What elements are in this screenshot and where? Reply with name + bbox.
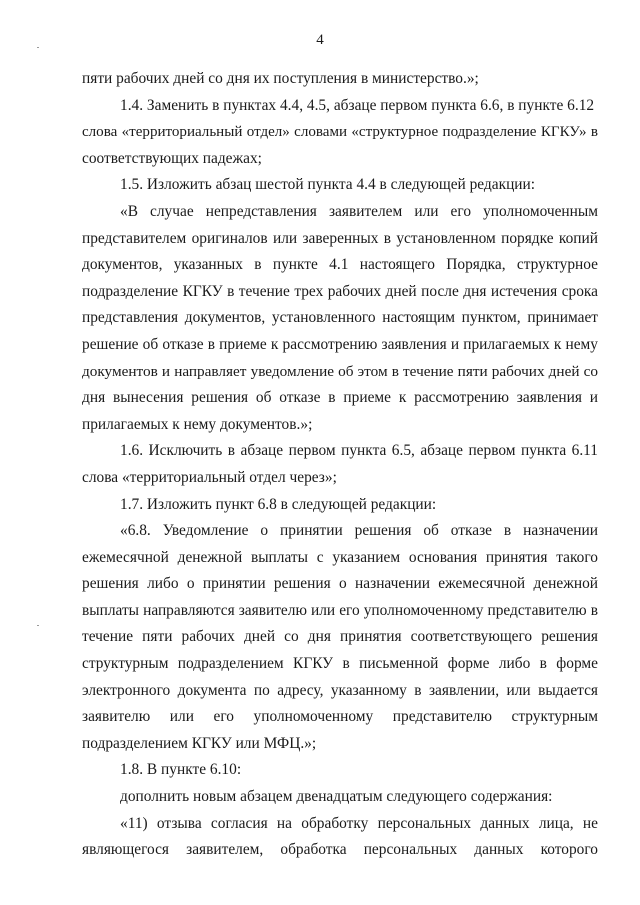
text-line: 1.6. Исключить в абзаце первом пункта 6.5, абзаце первом пункта 6.11 xyxy=(120,442,598,460)
text-line: представления документов, установленного настоящим пунктом, принимает xyxy=(82,309,598,327)
scan-speck xyxy=(37,625,39,626)
text-line: дня вынесения решения об отказе в приеме к рассмотрению заявления и xyxy=(82,389,598,407)
text-line: являющегося заявителем, обработка персональных данных которого xyxy=(82,841,598,859)
text-line: решение об отказе в приеме к рассмотрению заявления и прилагаемых к нему xyxy=(82,335,598,353)
text-line: подразделением КГКУ или МФЦ.»; xyxy=(82,734,317,752)
text-line: «11) отзыва согласия на обработку персональных данных лица, не xyxy=(120,814,598,832)
text-line: прилагаемых к нему документов.»; xyxy=(82,415,313,433)
text-line: электронного документа по адресу, указанному в заявлении, или выдается xyxy=(82,681,598,699)
document-body xyxy=(82,66,598,864)
text-line: «6.8. Уведомление о принятии решения об отказе в назначении xyxy=(120,522,598,540)
text-line: заявителю или его уполномоченному представителю структурным xyxy=(82,708,598,726)
text-line: ежемесячной денежной выплаты с указанием основания принятия такого xyxy=(82,548,598,566)
text-line: 1.7. Изложить пункт 6.8 в следующей редакции: xyxy=(120,495,437,513)
scan-speck xyxy=(37,47,39,48)
text-line: слова «территориальный отдел» словами «структурное подразделение КГКУ» в xyxy=(82,124,598,141)
text-line: соответствующих падежах; xyxy=(82,149,262,167)
text-line: дополнить новым абзацем двенадцатым следующего содержания: xyxy=(120,788,553,806)
text-line: 1.8. В пункте 6.10: xyxy=(120,761,242,779)
text-line: документов, указанных в пункте 4.1 настоящего Порядка, структурное xyxy=(82,256,598,274)
text-line: течение пяти рабочих дней со дня принятия соответствующего решения xyxy=(82,628,598,646)
text-line: структурным подразделением КГКУ в письменной форме либо в форме xyxy=(82,655,598,673)
page-number: 4 xyxy=(316,32,324,48)
text-line: документов и направляет уведомление об этом в течение пяти рабочих дней со xyxy=(82,362,598,380)
text-line: подразделение КГКУ в течение трех рабочих дней после дня истечения срока xyxy=(82,282,598,300)
text-line: представителем оригиналов или заверенных в установленном порядке копий xyxy=(82,229,598,247)
text-line: решения либо о принятии решения о назначении ежемесячной денежной xyxy=(82,575,598,593)
text-line: выплаты направляются заявителю или его уполномоченному представителю в xyxy=(82,601,598,619)
text-line: «В случае непредставления заявителем или его уполномоченным xyxy=(120,202,598,220)
text-line: 1.4. Заменить в пунктах 4.4, 4.5, абзаце первом пункта 6.6, в пункте 6.12 xyxy=(120,96,595,114)
text-line: пяти рабочих дней со дня их поступления в министерство.»; xyxy=(82,70,479,87)
text-line: 1.5. Изложить абзац шестой пункта 4.4 в следующей редакции: xyxy=(120,176,536,194)
text-line: слова «территориальный отдел через»; xyxy=(82,468,337,486)
